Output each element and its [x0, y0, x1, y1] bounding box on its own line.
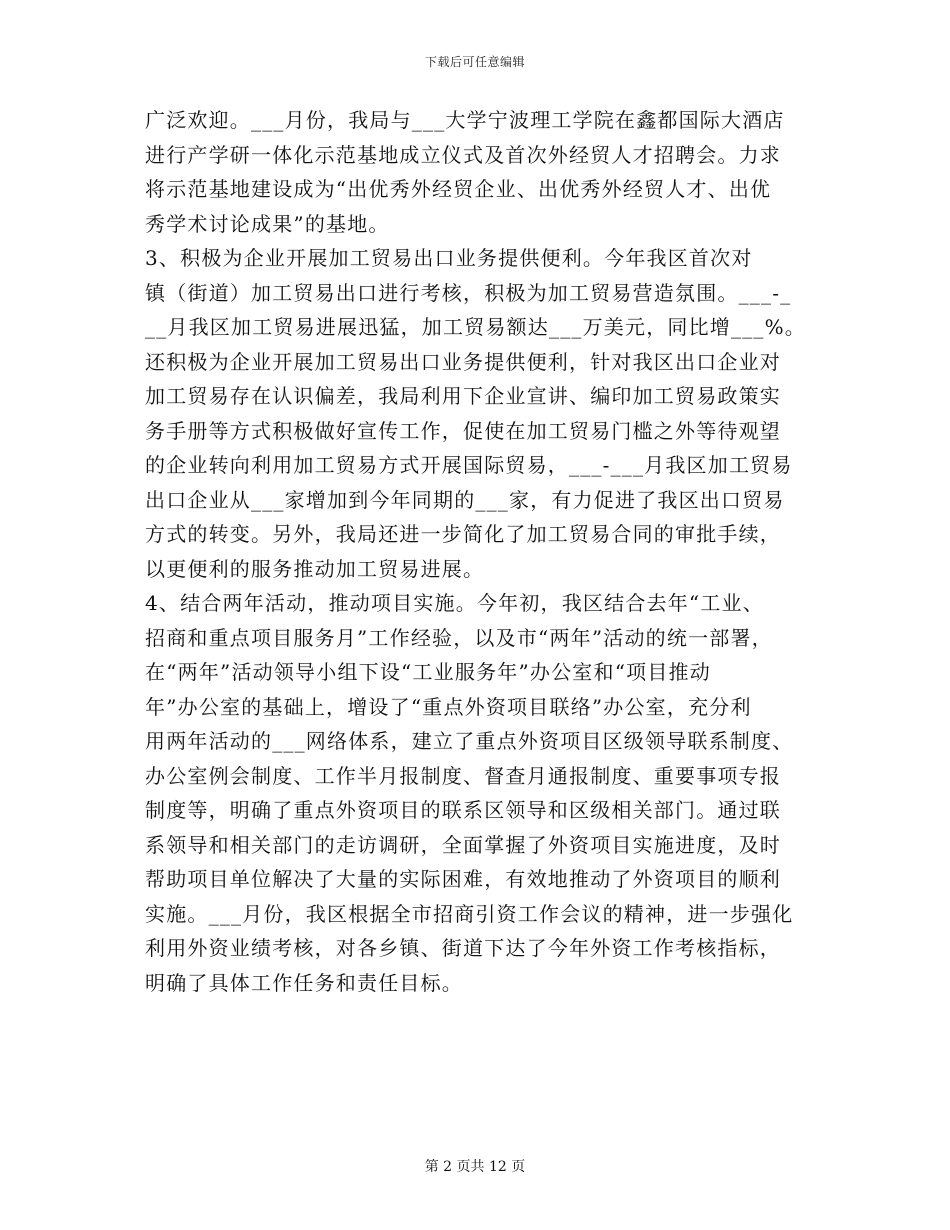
- text-line: 加工贸易存在认识偏差，我局利用下企业宣讲、编印加工贸易政策实: [145, 384, 781, 408]
- text-line: 方式的转变。另外，我局还进一步简化了加工贸易合同的审批手续，: [145, 522, 781, 546]
- text-line: 用两年活动的___网络体系，建立了重点外资项目区级领导联系制度、: [145, 729, 794, 753]
- text-line: 务手册等方式积极做好宣传工作，促使在加工贸易门槛之外等待观望: [145, 418, 781, 443]
- text-line: 帮助项目单位解决了大量的实际困难，有效地推动了外资项目的顺利: [145, 867, 781, 891]
- text-line: 镇（街道）加工贸易出口进行考核，积极为加工贸易营造氛围。___-_: [145, 280, 792, 305]
- text-line: 利用外资业绩考核，对各乡镇、街道下达了今年外资工作考核指标，: [145, 936, 781, 960]
- text-line: 在“两年”活动领导小组下设“工业服务年”办公室和“项目推动: [145, 660, 711, 684]
- text-line: 以更便利的服务推动加工贸易进展。: [145, 556, 485, 581]
- text-line: 年”办公室的基础上，增设了“重点外资项目联络”办公室，充分利: [145, 694, 752, 719]
- text-line: 系领导和相关部门的走访调研，全面掌握了外资项目实施进度，及时: [145, 832, 781, 857]
- text-line: 3、积极为企业开展加工贸易出口业务提供便利。今年我区首次对: [145, 246, 753, 270]
- text-line: 广泛欢迎。___月份，我局与___大学宁波理工学院在鑫都国际大酒店: [145, 108, 785, 132]
- text-line: 实施。___月份，我区根据全市招商引资工作会议的精神，进一步强化: [145, 901, 794, 926]
- text-line: 招商和重点项目服务月”工作经验，以及市“两年”活动的统一部署，: [145, 625, 773, 650]
- text-line: 还积极为企业开展加工贸易出口业务提供便利，针对我区出口企业对: [145, 349, 781, 374]
- text-line: 的企业转向利用加工贸易方式开展国际贸易，___-___月我区加工贸易: [145, 453, 793, 477]
- text-line: 办公室例会制度、工作半月报制度、督查月通报制度、重要事项专报: [145, 763, 781, 788]
- text-line: 4、结合两年活动，推动项目实施。今年初，我区结合去年“工业、: [145, 591, 764, 615]
- text-line: 明确了具体工作任务和责任目标。: [145, 970, 463, 995]
- text-line: 进行产学研一体化示范基地成立仪式及首次外经贸人才招聘会。力求: [145, 142, 781, 167]
- document-body: [145, 103, 825, 1000]
- text-line: 将示范基地建设成为“出优秀外经贸企业、出优秀外经贸人才、出优: [145, 177, 772, 201]
- text-line: 出口企业从___家增加到今年同期的___家，有力促进了我区出口贸易: [145, 487, 785, 512]
- page-number: 第 2 页共 12 页: [424, 1159, 526, 1175]
- header-note: 下载后可任意编辑: [424, 55, 525, 69]
- text-line: __月我区加工贸易进展迅猛，加工贸易额达___万美元，同比增___%。: [145, 315, 807, 339]
- text-line: 制度等，明确了重点外资项目的联系区领导和区级相关部门。通过联: [145, 798, 781, 822]
- text-line: 秀学术讨论成果”的基地。: [145, 211, 390, 236]
